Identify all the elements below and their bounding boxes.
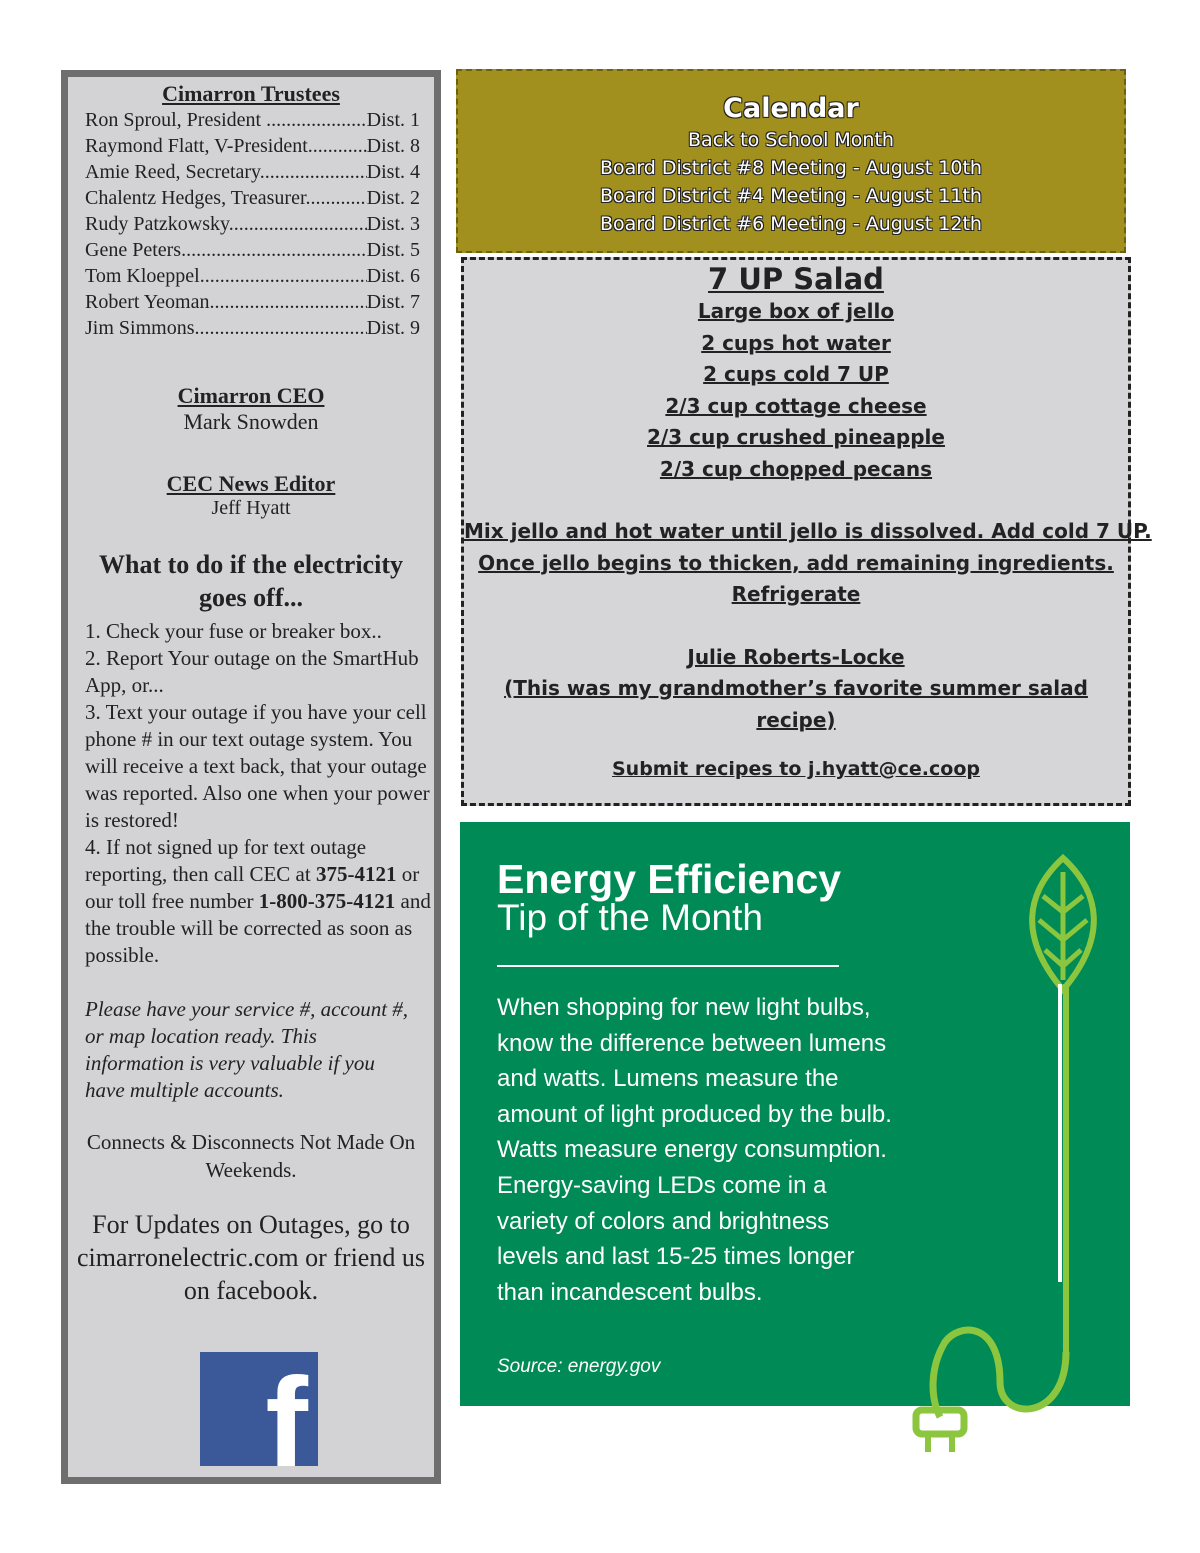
- calendar-title: Calendar: [723, 93, 859, 124]
- ingredient: 2/3 cup crushed pineapple: [647, 425, 945, 449]
- author-note: (This was my grandmother’s favorite summer salad recipe): [504, 676, 1088, 732]
- trustee-name: Amie Reed, Secretary .....: [85, 159, 367, 185]
- instruction-line: Refrigerate: [731, 582, 861, 606]
- trustee-row: [68, 237, 434, 263]
- trustee-name: Robert Yeoman .....: [85, 289, 367, 315]
- connects-note: Connects & Disconnects Not Made On Weekends.: [86, 1130, 416, 1182]
- facebook-letter: f: [265, 1352, 308, 1466]
- trustee-row: [68, 263, 434, 289]
- calendar-event: Back to School Month: [688, 129, 894, 151]
- trustee-row: [68, 289, 434, 315]
- trustee-district: Dist. 9: [366, 317, 420, 339]
- trustee-row: [68, 107, 434, 133]
- submit-recipes-link[interactable]: Submit recipes to j.hyatt@ce.coop: [612, 758, 980, 780]
- local-phone-number: 375-4121: [315, 862, 397, 886]
- trustee-name: Ron Sproul, President .....: [85, 107, 367, 133]
- trustee-row: [68, 133, 434, 159]
- trustee-district: Dist. 1: [366, 109, 420, 131]
- ingredient: 2/3 cup cottage cheese: [665, 393, 927, 418]
- calendar-event: Board District #4 Meeting - August 11th: [600, 185, 982, 207]
- recipe-instructions: [464, 516, 1152, 611]
- trustee-name: Gene Peters .....: [85, 237, 367, 263]
- updates-note: For Updates on Outages, go to cimarronelectric.com or friend us on facebook.: [77, 1210, 425, 1305]
- recipe-author: [464, 642, 1128, 737]
- energy-tip-text: When shopping for new light bulbs, know the difference between lumens and watts. Lumens measure the amount of light produced by the bulb. Watts measure energy consumption. Energy-saving LEDs come in a variety of colors and brightness levels and last 15-25 times longer than incandescent bulbs.: [497, 994, 892, 1306]
- outage-step: 3. Text your outage if you have your cell phone # in our text outage system. You will receive a text back, that your outage was reported. Also one when your power is restored!: [85, 700, 430, 832]
- outage-step-text: and the trouble will be corrected as soon as possible.: [85, 889, 431, 967]
- outage-step: 2. Report Your outage on the SmartHub App, or...: [85, 646, 419, 697]
- editor-title: CEC News Editor: [166, 471, 336, 496]
- ingredient: 2 cups cold 7 UP: [703, 362, 889, 386]
- instruction-line: Once jello begins to thicken, add remaining ingredients.: [478, 550, 1114, 575]
- trustee-row: [68, 159, 434, 185]
- ceo-name: Mark Snowden: [183, 409, 319, 434]
- calendar-box: [456, 69, 1126, 253]
- divider: [497, 965, 839, 967]
- energy-subtitle: Tip of the Month: [497, 897, 763, 938]
- energy-title: Energy Efficiency: [497, 856, 842, 902]
- calendar-event: Board District #6 Meeting - August 12th: [600, 213, 982, 235]
- outage-step: 1. Check your fuse or breaker box..: [85, 619, 382, 643]
- outage-step-text: 4. If not signed up for text outage reporting, then call CEC at: [85, 835, 367, 886]
- outage-steps: [68, 618, 434, 969]
- trustee-district: Dist. 6: [366, 265, 420, 287]
- energy-source: Source: energy.gov: [497, 1356, 661, 1377]
- trustee-district: Dist. 2: [366, 187, 420, 209]
- facebook-icon[interactable]: [200, 1352, 318, 1466]
- leaf-plug-icon: [900, 852, 1125, 1452]
- trustee-name: Rudy Patzkowsky .....: [85, 211, 367, 237]
- outage-step: [85, 834, 434, 969]
- trustee-name: Jim Simmons .....: [85, 315, 367, 341]
- trustee-district: Dist. 4: [366, 161, 420, 183]
- recipe-title: 7 UP Salad: [708, 262, 884, 296]
- trustee-district: Dist. 3: [366, 213, 420, 235]
- trustee-row: [68, 315, 434, 341]
- trustee-district: Dist. 7: [366, 291, 420, 313]
- trustee-name: Chalentz Hedges, Treasurer .....: [85, 185, 367, 211]
- recipe-box: [461, 257, 1152, 806]
- author-name: Julie Roberts-Locke: [687, 644, 905, 669]
- trustees-sidebar: [61, 70, 441, 1484]
- ingredient: 2 cups hot water: [701, 330, 891, 355]
- editor-name: Jeff Hyatt: [211, 497, 291, 519]
- trustee-row: [68, 211, 434, 237]
- outage-step-text: or our toll free number: [85, 862, 420, 913]
- energy-tip-panel: [460, 822, 1130, 1406]
- ingredient: Large box of jello: [697, 299, 895, 323]
- outage-heading: What to do if the electricity goes off...: [99, 550, 403, 612]
- trustees-title: Cimarron Trustees: [162, 81, 340, 106]
- trustee-district: Dist. 5: [366, 239, 420, 261]
- trustee-name: Tom Kloeppel .....: [85, 263, 367, 289]
- trustees-list: [68, 107, 434, 341]
- ingredient-list: [464, 296, 1128, 485]
- trustee-district: Dist. 8: [366, 135, 420, 157]
- ceo-title: Cimarron CEO: [177, 383, 325, 408]
- calendar-event: Board District #8 Meeting - August 10th: [600, 157, 982, 179]
- trustee-row: [68, 185, 434, 211]
- account-note: Please have your service #, account #, or map location ready. This information is very valuable if you have multiple accounts.: [85, 997, 409, 1102]
- trustee-name: Raymond Flatt, V-President .....: [85, 133, 367, 159]
- instruction-line: Mix jello and hot water until jello is dissolved. Add cold 7 UP.: [464, 519, 1152, 543]
- ingredient: 2/3 cup chopped pecans: [659, 456, 933, 481]
- toll-free-number: 1-800-375-4121: [258, 889, 396, 913]
